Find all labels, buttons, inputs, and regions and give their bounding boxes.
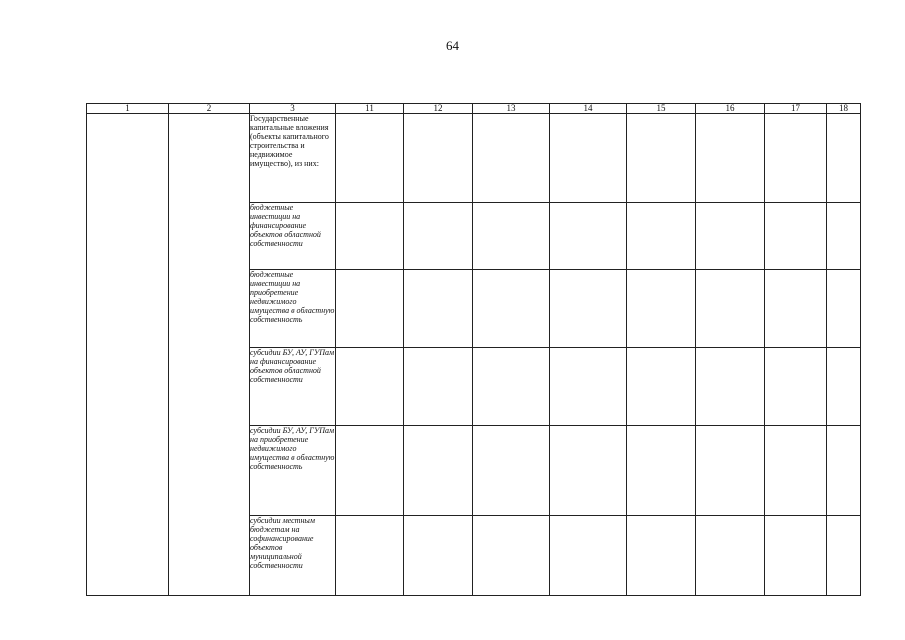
table-cell (696, 426, 765, 516)
row-label: бюджетные инвестиции на приобретение недвижимого имущества в областную собственность (250, 270, 336, 348)
table-cell (473, 516, 550, 596)
page-number: 64 (446, 38, 459, 53)
table-cell (473, 426, 550, 516)
row-label: субсидии БУ, АУ, ГУПам на приобретение недвижимого имущества в областную собственность (250, 426, 336, 516)
table-cell (473, 270, 550, 348)
column-header-2: 2 (169, 104, 250, 114)
row-label: субсидии БУ, АУ, ГУПам на финансирование объектов областной собственности (250, 348, 336, 426)
column-header-11: 11 (336, 104, 404, 114)
budget-table (86, 103, 861, 596)
table-cell (827, 348, 861, 426)
table-cell (627, 270, 696, 348)
table-cell (550, 270, 627, 348)
column-header-16: 16 (696, 104, 765, 114)
table-cell (696, 348, 765, 426)
cell-col-1-merged (87, 114, 169, 596)
table-cell (336, 516, 404, 596)
table-cell (336, 114, 404, 203)
table-cell (696, 114, 765, 203)
row-label: субсидии местным бюджетам на софинансирование объектов муниципальной собственности (250, 516, 336, 596)
table-cell (627, 203, 696, 270)
table-cell (473, 348, 550, 426)
row-label: Государственные капитальные вложения (объекты капитального строительства и недвижимое имущество), из них: (250, 114, 336, 203)
table-cell (550, 203, 627, 270)
table-cell (336, 203, 404, 270)
table-cell (827, 426, 861, 516)
table-cell (550, 114, 627, 203)
table-cell (765, 516, 827, 596)
column-header-13: 13 (473, 104, 550, 114)
table-cell (827, 516, 861, 596)
table-cell (696, 203, 765, 270)
header-row (87, 104, 861, 114)
table-cell (765, 203, 827, 270)
table-cell (765, 348, 827, 426)
column-header-17: 17 (765, 104, 827, 114)
cell-col-2-merged (169, 114, 250, 596)
column-header-18: 18 (827, 104, 861, 114)
table-cell (404, 270, 473, 348)
column-header-3: 3 (250, 104, 336, 114)
table-cell (696, 516, 765, 596)
table-cell (827, 114, 861, 203)
table-cell (336, 270, 404, 348)
table-cell (404, 426, 473, 516)
table-cell (404, 348, 473, 426)
table-cell (550, 426, 627, 516)
column-header-14: 14 (550, 104, 627, 114)
table-cell (627, 426, 696, 516)
table-cell (404, 114, 473, 203)
table-cell (627, 114, 696, 203)
table-cell (827, 270, 861, 348)
table-cell (404, 203, 473, 270)
table-cell (696, 270, 765, 348)
table-cell (765, 426, 827, 516)
column-header-15: 15 (627, 104, 696, 114)
table-cell (627, 516, 696, 596)
table-cell (404, 516, 473, 596)
table-cell (473, 203, 550, 270)
row-label: бюджетные инвестиции на финансирование объектов областной собственности (250, 203, 336, 270)
column-header-12: 12 (404, 104, 473, 114)
table-cell (473, 114, 550, 203)
table-cell (765, 114, 827, 203)
table-cell (336, 426, 404, 516)
table-cell (627, 348, 696, 426)
table-cell (550, 348, 627, 426)
table-cell (765, 270, 827, 348)
table-row (87, 114, 861, 203)
table-cell (827, 203, 861, 270)
table-cell (336, 348, 404, 426)
table-cell (550, 516, 627, 596)
column-header-1: 1 (87, 104, 169, 114)
